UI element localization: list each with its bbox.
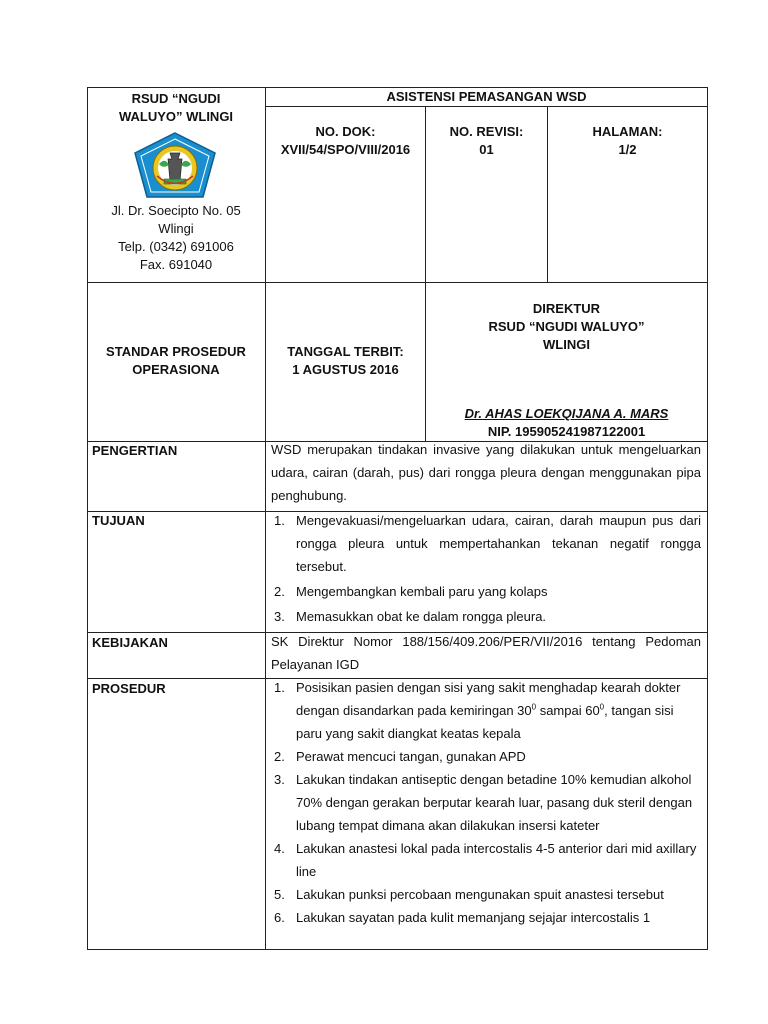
- section-label-kebijakan: KEBIJAKAN: [92, 635, 168, 650]
- degree-superscript: 0: [599, 702, 605, 712]
- fax-line: Fax. 691040: [139, 257, 213, 272]
- list-item-number: 3.: [274, 772, 285, 787]
- list-item-text: Mengembangkan kembali paru yang kolaps: [296, 584, 548, 599]
- no-dok-value: XVII/54/SPO/VIII/2016: [280, 142, 411, 157]
- no-revisi-label: NO. REVISI:: [449, 124, 524, 139]
- hospital-address: [92, 202, 260, 274]
- prosedur-list: [271, 676, 701, 929]
- document-title: ASISTENSI PEMASANGAN WSD: [386, 89, 587, 104]
- signatory-nip: NIP. 195905241987122001: [487, 424, 646, 439]
- list-item: [271, 906, 701, 929]
- section-text-kebijakan: SK Direktur Nomor 188/156/409.206/PER/VII/2016 tentang Pedoman Pelayanan IGD: [271, 634, 701, 672]
- list-item-text: Perawat mencuci tangan, gunakan APD: [296, 749, 526, 764]
- list-item-number: 5.: [274, 887, 285, 902]
- degree-superscript: 0: [531, 702, 537, 712]
- address-line: Jl. Dr. Soecipto No. 05: [111, 203, 241, 218]
- signatory-name: Dr. AHAS LOEKQIJANA A. MARS: [464, 406, 669, 421]
- direktur-title: DIREKTUR: [532, 301, 601, 316]
- address-line: Wlingi: [158, 221, 194, 236]
- signatory-block: [426, 405, 707, 441]
- list-item-number: 2.: [274, 749, 285, 764]
- list-item-text: Lakukan punksi percobaan mengunakan spuit anastesi tersebut: [296, 887, 664, 902]
- table-border-right: [707, 87, 708, 950]
- list-item-number: 4.: [274, 841, 285, 856]
- list-item-text: Lakukan anastesi lokal pada intercostalis 4-5 anterior dari mid axillary line: [296, 841, 697, 879]
- list-item-text: Lakukan sayatan pada kulit memanjang sejajar intercostalis 1: [296, 910, 651, 925]
- tanggal-terbit-block: [266, 343, 425, 379]
- no-dok-block: [266, 123, 425, 159]
- hospital-logo: [133, 131, 217, 201]
- section-text-pengertian: WSD merupakan tindakan invasive yang dilakukan untuk mengeluarkan udara, cairan (darah, pus) dari rongga pleura dengan menggunakan pipa penghubung.: [271, 442, 701, 503]
- title-row-divider: [265, 106, 708, 107]
- list-item-number: 2.: [274, 584, 285, 599]
- list-item-number: 1.: [274, 513, 285, 528]
- list-item-text: [296, 680, 680, 741]
- list-item-text-part: Posisikan pasien dengan sisi yang sakit menghadap kearah dokter dengan disandarkan pada kemiringan 30: [296, 680, 681, 718]
- halaman-block: [548, 123, 707, 159]
- no-revisi-block: [426, 123, 547, 159]
- list-item-number: 3.: [274, 609, 285, 624]
- list-item: [271, 605, 701, 628]
- section-label-pengertian: PENGERTIAN: [92, 443, 178, 458]
- list-item: [271, 883, 701, 906]
- direktur-block: [426, 300, 707, 354]
- list-item-text-part: , tangan sisi paru yang sakit diangkat keatas kepala: [296, 703, 674, 741]
- no-revisi-value: 01: [479, 142, 494, 157]
- section-label-prosedur: PROSEDUR: [92, 681, 166, 696]
- list-item-text: Mengevakuasi/mengeluarkan udara, cairan, darah maupun pus dari rongga pleura untuk mempertahankan tekanan negatif rongga tersebut.: [296, 513, 701, 574]
- list-item-text: Lakukan tindakan antiseptic dengan betadine 10% kemudian alkohol 70% dengan gerakan berputar kearah luar, pasang duk steril dengan lubang tempat dimana akan dilakukan insersi kateter: [296, 772, 693, 833]
- list-item-text: Memasukkan obat ke dalam rongga pleura.: [296, 609, 547, 624]
- no-dok-label: NO. DOK:: [315, 124, 376, 139]
- list-item: [271, 837, 701, 883]
- list-item: [271, 745, 701, 768]
- table-border-left: [87, 87, 88, 950]
- table-border-bottom: [87, 949, 708, 950]
- halaman-value: 1/2: [618, 142, 637, 157]
- list-item: [271, 768, 701, 837]
- direktur-org: RSUD “NGUDI WALUYO”: [488, 319, 645, 334]
- hospital-name: RSUD “NGUDI WALUYO” WLINGI: [118, 91, 234, 124]
- tujuan-list: [271, 509, 701, 628]
- section-label-tujuan: TUJUAN: [92, 513, 145, 528]
- list-item-text-part: sampai 60: [536, 703, 600, 718]
- list-item: [271, 676, 701, 745]
- tanggal-label: TANGGAL TERBIT:: [287, 344, 404, 359]
- phone-line: Telp. (0342) 691006: [118, 239, 234, 254]
- list-item-number: 6.: [274, 910, 285, 925]
- direktur-city: WLINGI: [543, 337, 590, 352]
- tanggal-value: 1 AGUSTUS 2016: [292, 362, 399, 377]
- halaman-label: HALAMAN:: [592, 124, 663, 139]
- standard-label: STANDAR PROSEDUR OPERASIONA: [106, 344, 246, 377]
- list-item-number: 1.: [274, 680, 285, 695]
- column-divider-main: [265, 87, 266, 950]
- list-item: [271, 580, 701, 603]
- header-row-divider: [87, 282, 708, 283]
- list-item: [271, 509, 701, 578]
